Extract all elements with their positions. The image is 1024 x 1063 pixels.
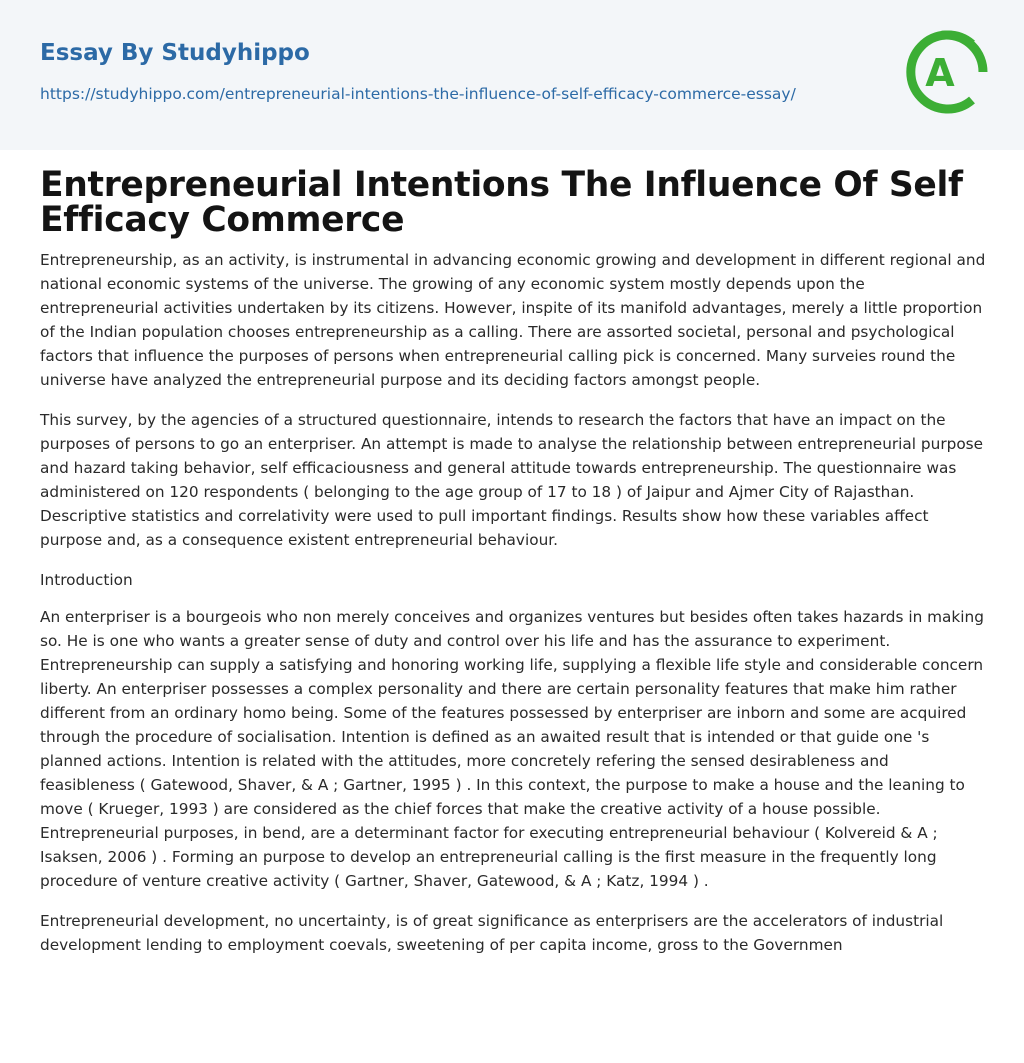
essay-paragraph: This survey, by the agencies of a structured questionnaire, intends to research the factors that have an impact on the purposes of persons to go an enterpriser. An attempt is made to analyse the relationship between entrepreneurial purpose and hazard taking behavior, self efficaciousness and general attitude towards entrepreneurship. The questionnaire was administered on 120 respondents ( belonging to the age group of 17 to 18 ) of Jaipur and Ajmer City of Rajasthan. Descriptive statistics and correlativity were used to pull important findings. Results show how these variables affect purpose and, as a consequence existent entrepreneurial behaviour. xyxy=(40,411,984,549)
section-heading-introduction: Introduction xyxy=(40,571,133,589)
site-header xyxy=(0,0,1024,150)
essay-paragraph: Entrepreneurship, as an activity, is instrumental in advancing economic growing and development in different regional and national economic systems of the universe. The growing of any economic system mostly depends upon the entrepreneurial activities undertaken by its citizens. However, inspite of its manifold advantages, merely a little proportion of the Indian population chooses entrepreneurship as a calling. There are assorted societal, personal and psychological factors that influence the purposes of persons when entrepreneurial calling pick is concerned. Many surveies round the universe have analyzed the entrepreneurial purpose and its deciding factors amongst people. xyxy=(40,251,986,389)
essay-title: Entrepreneurial Intentions The Influence Of Self Efficacy Commerce xyxy=(40,165,963,240)
essay-paragraph: Entrepreneurial development, no uncertainty, is of great significance as enterprisers are the accelerators of industrial development lending to employment coevals, sweetening of per capita income, gross to the Governmen xyxy=(40,912,944,954)
essay-url-link[interactable]: https://studyhippo.com/entrepreneurial-intentions-the-influence-of-self-efficacy-commerce-essay/ xyxy=(40,85,796,103)
logo-letter: A xyxy=(925,51,955,95)
studyhippo-logo-icon[interactable] xyxy=(900,26,992,118)
site-brand[interactable]: Essay By Studyhippo xyxy=(40,40,310,66)
essay-content xyxy=(40,165,988,973)
essay-paragraph: An enterpriser is a bourgeois who non merely conceives and organizes ventures but besides often takes hazards in making so. He is one who wants a greater sense of duty and control over his life and has the assurance to experiment. Entrepreneurship can supply a satisfying and honoring working life, supplying a flexible life style and considerable concern liberty. An enterpriser possesses a complex personality and there are certain personality features that make him rather different from an ordinary homo being. Some of the features possessed by enterpriser are inborn and some are acquired through the procedure of socialisation. Intention is defined as an awaited result that is intended or that guide one 's planned actions. Intention is related with the attitudes, more concretely refering the sensed desirableness and feasibleness ( Gatewood, Shaver, & A ; Gartner, 1995 ) . In this context, the purpose to make a house and the leaning to move ( Krueger, 1993 ) are considered as the chief forces that make the creative activity of a house possible. Entrepreneurial purposes, in bend, are a determinant factor for executing entrepreneurial behaviour ( Kolvereid & A ; Isaksen, 2006 ) . Forming an purpose to develop an entrepreneurial calling is the first measure in the frequently long procedure of venture creative activity ( Gartner, Shaver, Gatewood, & A ; Katz, 1994 ) . xyxy=(40,608,984,890)
